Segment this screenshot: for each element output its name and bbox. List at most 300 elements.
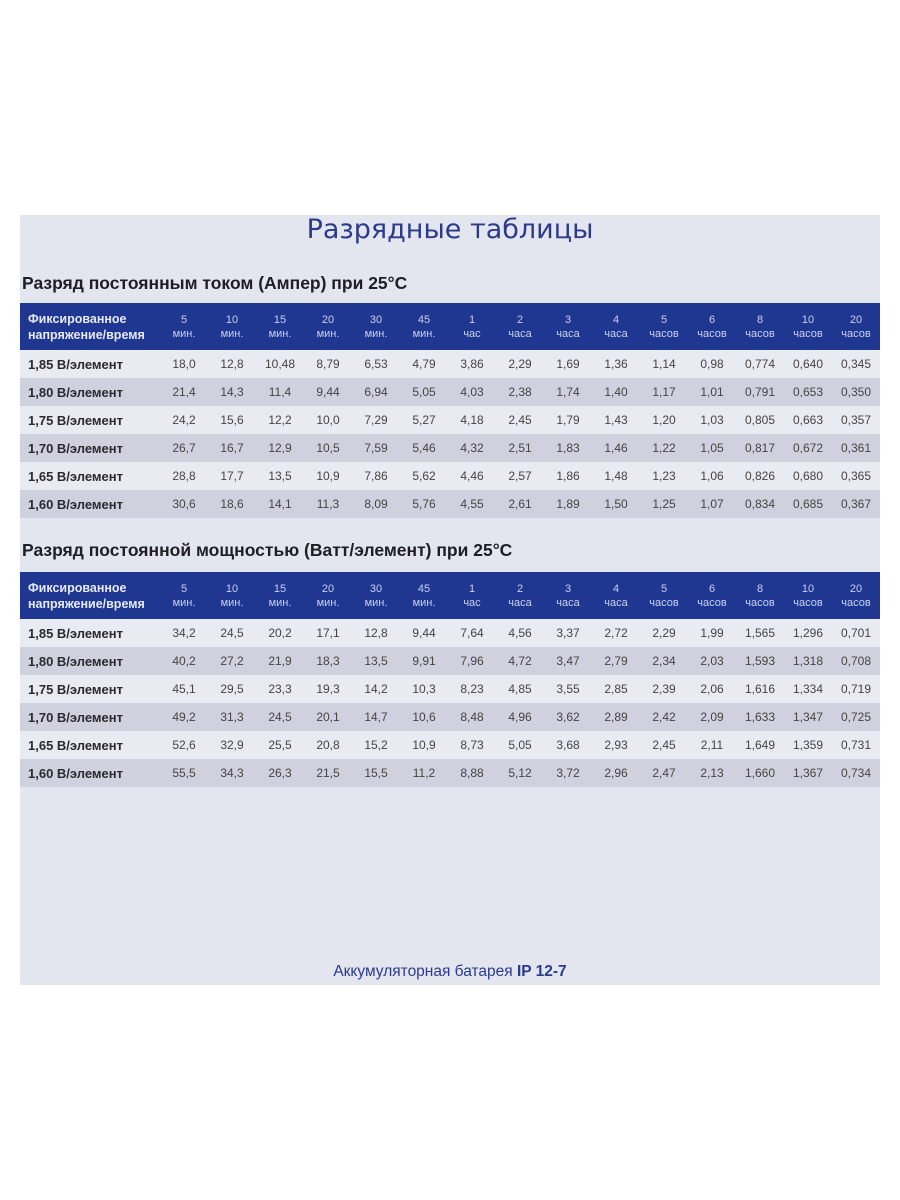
table-cell: 1,20 <box>640 406 688 434</box>
row-label-voltage: 1,80 В/элемент <box>20 647 160 675</box>
table-cell: 12,8 <box>352 619 400 647</box>
table-cell: 45,1 <box>160 675 208 703</box>
time-value: 10 <box>801 313 815 326</box>
header-label-line1: Фиксированное <box>28 311 127 326</box>
row-label-voltage: 1,60 В/элемент <box>20 490 160 518</box>
header-row <box>20 303 880 350</box>
table-cell: 4,96 <box>496 703 544 731</box>
table-row <box>20 490 880 518</box>
table-cell: 2,34 <box>640 647 688 675</box>
table-cell: 8,79 <box>304 350 352 378</box>
time-value: 6 <box>708 313 716 326</box>
table-cell: 1,05 <box>688 434 736 462</box>
time-value: 6 <box>708 582 716 595</box>
table-cell: 1,74 <box>544 378 592 406</box>
column-header-time <box>160 303 208 350</box>
time-unit: часа <box>604 596 628 609</box>
time-value: 8 <box>756 313 764 326</box>
table-cell: 2,96 <box>592 759 640 787</box>
column-header-time <box>496 572 544 619</box>
time-unit: мин. <box>172 327 196 340</box>
table-cell: 0,826 <box>736 462 784 490</box>
table-cell: 1,23 <box>640 462 688 490</box>
time-value: 4 <box>612 313 620 326</box>
table-cell: 0,98 <box>688 350 736 378</box>
table-cell: 5,12 <box>496 759 544 787</box>
table-cell: 2,06 <box>688 675 736 703</box>
table-row <box>20 759 880 787</box>
table-cell: 2,61 <box>496 490 544 518</box>
time-unit: мин. <box>364 596 388 609</box>
time-unit: часа <box>508 596 532 609</box>
table-cell: 40,2 <box>160 647 208 675</box>
time-value: 30 <box>369 313 383 326</box>
table-cell: 0,774 <box>736 350 784 378</box>
table-row <box>20 434 880 462</box>
row-label-voltage: 1,65 В/элемент <box>20 731 160 759</box>
table-cell: 0,834 <box>736 490 784 518</box>
table-cell: 3,55 <box>544 675 592 703</box>
column-header-time <box>784 572 832 619</box>
current-table-heading: Разряд постоянным током (Ампер) при 25°C <box>22 273 408 293</box>
table-cell: 1,367 <box>784 759 832 787</box>
table-cell: 7,29 <box>352 406 400 434</box>
table-cell: 0,680 <box>784 462 832 490</box>
time-value: 5 <box>660 582 668 595</box>
row-label-voltage: 1,85 В/элемент <box>20 350 160 378</box>
time-value: 2 <box>516 582 524 595</box>
table-cell: 0,701 <box>832 619 880 647</box>
time-unit: часа <box>556 327 580 340</box>
column-header-time <box>352 572 400 619</box>
time-unit: часов <box>649 327 679 340</box>
table-row <box>20 675 880 703</box>
table-cell: 8,48 <box>448 703 496 731</box>
table-cell: 1,334 <box>784 675 832 703</box>
table-cell: 1,69 <box>544 350 592 378</box>
table-cell: 0,685 <box>784 490 832 518</box>
table-cell: 4,32 <box>448 434 496 462</box>
table-cell: 20,1 <box>304 703 352 731</box>
time-unit: часов <box>793 327 823 340</box>
table-cell: 26,3 <box>256 759 304 787</box>
power-discharge-table <box>20 572 880 787</box>
time-value: 5 <box>180 313 188 326</box>
table-cell: 1,593 <box>736 647 784 675</box>
table-cell: 7,96 <box>448 647 496 675</box>
table-cell: 5,27 <box>400 406 448 434</box>
table-cell: 2,29 <box>496 350 544 378</box>
column-header-voltage-time <box>20 572 160 619</box>
table-cell: 1,660 <box>736 759 784 787</box>
table-cell: 34,3 <box>208 759 256 787</box>
time-value: 15 <box>273 582 287 595</box>
table-cell: 4,55 <box>448 490 496 518</box>
column-header-voltage-time <box>20 303 160 350</box>
table-cell: 9,91 <box>400 647 448 675</box>
time-unit: часов <box>841 327 871 340</box>
table-cell: 20,8 <box>304 731 352 759</box>
table-cell: 1,06 <box>688 462 736 490</box>
table-cell: 6,53 <box>352 350 400 378</box>
table-cell: 0,365 <box>832 462 880 490</box>
time-unit: часов <box>697 596 727 609</box>
time-unit: мин. <box>412 596 436 609</box>
table-cell: 1,40 <box>592 378 640 406</box>
table-cell: 2,79 <box>592 647 640 675</box>
column-header-time <box>352 303 400 350</box>
table-row <box>20 350 880 378</box>
time-unit: часов <box>793 596 823 609</box>
column-header-time <box>688 303 736 350</box>
time-value: 3 <box>564 313 572 326</box>
table-cell: 5,46 <box>400 434 448 462</box>
table-cell: 18,0 <box>160 350 208 378</box>
table-row <box>20 378 880 406</box>
column-header-time <box>400 572 448 619</box>
table-cell: 2,39 <box>640 675 688 703</box>
table-cell: 3,72 <box>544 759 592 787</box>
table-cell: 24,5 <box>208 619 256 647</box>
table-cell: 27,2 <box>208 647 256 675</box>
table-cell: 24,2 <box>160 406 208 434</box>
table-cell: 1,99 <box>688 619 736 647</box>
table-cell: 8,88 <box>448 759 496 787</box>
table-cell: 7,86 <box>352 462 400 490</box>
table-cell: 31,3 <box>208 703 256 731</box>
time-value: 3 <box>564 582 572 595</box>
table-cell: 5,05 <box>400 378 448 406</box>
column-header-time <box>496 303 544 350</box>
table-cell: 0,817 <box>736 434 784 462</box>
power-table-heading: Разряд постоянной мощностью (Ватт/элемент) при 25°C <box>22 540 513 560</box>
table-cell: 2,45 <box>640 731 688 759</box>
header-row <box>20 572 880 619</box>
table-cell: 11,3 <box>304 490 352 518</box>
table-cell: 23,3 <box>256 675 304 703</box>
table-cell: 1,318 <box>784 647 832 675</box>
time-value: 20 <box>849 582 863 595</box>
table-cell: 1,296 <box>784 619 832 647</box>
table-cell: 3,47 <box>544 647 592 675</box>
time-unit: час <box>463 327 481 340</box>
table-cell: 1,616 <box>736 675 784 703</box>
time-value: 30 <box>369 582 383 595</box>
time-unit: часа <box>508 327 532 340</box>
table-cell: 1,25 <box>640 490 688 518</box>
table-cell: 5,62 <box>400 462 448 490</box>
table-cell: 0,361 <box>832 434 880 462</box>
table-cell: 1,48 <box>592 462 640 490</box>
table-cell: 2,42 <box>640 703 688 731</box>
table-row <box>20 731 880 759</box>
table-cell: 15,2 <box>352 731 400 759</box>
column-header-time <box>832 572 880 619</box>
table-cell: 3,68 <box>544 731 592 759</box>
time-unit: мин. <box>316 327 340 340</box>
table-cell: 17,1 <box>304 619 352 647</box>
time-unit: мин. <box>364 327 388 340</box>
table-cell: 1,359 <box>784 731 832 759</box>
table-cell: 2,89 <box>592 703 640 731</box>
column-header-time <box>256 572 304 619</box>
column-header-time <box>160 572 208 619</box>
table-cell: 9,44 <box>304 378 352 406</box>
table-cell: 4,03 <box>448 378 496 406</box>
column-header-time <box>208 572 256 619</box>
table-cell: 4,72 <box>496 647 544 675</box>
time-value: 20 <box>849 313 863 326</box>
table-cell: 10,9 <box>304 462 352 490</box>
column-header-time <box>592 303 640 350</box>
time-value: 4 <box>612 582 620 595</box>
column-header-time <box>640 572 688 619</box>
table-cell: 1,50 <box>592 490 640 518</box>
time-value: 20 <box>321 313 335 326</box>
table-cell: 17,7 <box>208 462 256 490</box>
table-row <box>20 406 880 434</box>
table-cell: 2,29 <box>640 619 688 647</box>
page-title: Разрядные таблицы <box>306 214 594 245</box>
table-cell: 18,3 <box>304 647 352 675</box>
table-cell: 12,9 <box>256 434 304 462</box>
time-value: 20 <box>321 582 335 595</box>
table-cell: 2,03 <box>688 647 736 675</box>
table-cell: 28,8 <box>160 462 208 490</box>
table-row <box>20 703 880 731</box>
column-header-time <box>544 572 592 619</box>
table-cell: 10,6 <box>400 703 448 731</box>
table-cell: 5,05 <box>496 731 544 759</box>
table-cell: 1,07 <box>688 490 736 518</box>
table-cell: 0,708 <box>832 647 880 675</box>
header-label-line2: напряжение/время <box>28 596 145 611</box>
time-unit: мин. <box>412 327 436 340</box>
table-cell: 4,85 <box>496 675 544 703</box>
table-row <box>20 619 880 647</box>
time-unit: час <box>463 596 481 609</box>
table-cell: 1,89 <box>544 490 592 518</box>
table-cell: 13,5 <box>352 647 400 675</box>
table-cell: 2,13 <box>688 759 736 787</box>
table-cell: 1,14 <box>640 350 688 378</box>
column-header-time <box>448 572 496 619</box>
table-cell: 2,38 <box>496 378 544 406</box>
table-cell: 4,79 <box>400 350 448 378</box>
table-cell: 1,22 <box>640 434 688 462</box>
row-label-voltage: 1,75 В/элемент <box>20 406 160 434</box>
time-value: 5 <box>660 313 668 326</box>
column-header-time <box>736 572 784 619</box>
time-unit: часа <box>556 596 580 609</box>
table-cell: 52,6 <box>160 731 208 759</box>
row-label-voltage: 1,85 В/элемент <box>20 619 160 647</box>
table-cell: 12,8 <box>208 350 256 378</box>
current-discharge-table <box>20 303 880 518</box>
time-value: 1 <box>468 313 476 326</box>
table-cell: 0,663 <box>784 406 832 434</box>
table-cell: 20,2 <box>256 619 304 647</box>
table-cell: 21,4 <box>160 378 208 406</box>
table-cell: 13,5 <box>256 462 304 490</box>
table-cell: 16,7 <box>208 434 256 462</box>
table-cell: 49,2 <box>160 703 208 731</box>
table-cell: 2,72 <box>592 619 640 647</box>
table-cell: 34,2 <box>160 619 208 647</box>
table-cell: 6,94 <box>352 378 400 406</box>
table-cell: 0,672 <box>784 434 832 462</box>
time-unit: часов <box>697 327 727 340</box>
column-header-time <box>736 303 784 350</box>
table-cell: 21,9 <box>256 647 304 675</box>
column-header-time <box>544 303 592 350</box>
time-unit: часа <box>604 327 628 340</box>
table-cell: 0,805 <box>736 406 784 434</box>
table-cell: 1,86 <box>544 462 592 490</box>
table-cell: 1,633 <box>736 703 784 731</box>
table-cell: 10,0 <box>304 406 352 434</box>
table-cell: 11,2 <box>400 759 448 787</box>
table-cell: 1,46 <box>592 434 640 462</box>
time-value: 8 <box>756 582 764 595</box>
table-cell: 1,347 <box>784 703 832 731</box>
table-cell: 0,640 <box>784 350 832 378</box>
time-value: 10 <box>225 313 239 326</box>
time-value: 5 <box>180 582 188 595</box>
table-cell: 19,3 <box>304 675 352 703</box>
table-cell: 2,47 <box>640 759 688 787</box>
table-cell: 1,83 <box>544 434 592 462</box>
table-cell: 15,5 <box>352 759 400 787</box>
time-value: 45 <box>417 582 431 595</box>
table-row <box>20 647 880 675</box>
time-unit: часов <box>745 327 775 340</box>
column-header-time <box>832 303 880 350</box>
column-header-time <box>208 303 256 350</box>
discharge-tables-panel <box>20 215 880 985</box>
table-cell: 2,85 <box>592 675 640 703</box>
table-cell: 0,345 <box>832 350 880 378</box>
table-cell: 3,37 <box>544 619 592 647</box>
table-cell: 8,73 <box>448 731 496 759</box>
table-cell: 1,565 <box>736 619 784 647</box>
row-label-voltage: 1,70 В/элемент <box>20 703 160 731</box>
table-cell: 14,3 <box>208 378 256 406</box>
row-label-voltage: 1,60 В/элемент <box>20 759 160 787</box>
table-cell: 25,5 <box>256 731 304 759</box>
footer-model: IP 12-7 <box>516 963 567 980</box>
column-header-time <box>304 303 352 350</box>
table-cell: 0,367 <box>832 490 880 518</box>
table-cell: 2,51 <box>496 434 544 462</box>
table-cell: 0,734 <box>832 759 880 787</box>
table-cell: 7,64 <box>448 619 496 647</box>
time-unit: мин. <box>172 596 196 609</box>
time-value: 15 <box>273 313 287 326</box>
table-cell: 10,9 <box>400 731 448 759</box>
time-unit: мин. <box>220 596 244 609</box>
table-cell: 29,5 <box>208 675 256 703</box>
column-header-time <box>784 303 832 350</box>
table-cell: 8,09 <box>352 490 400 518</box>
table-cell: 1,17 <box>640 378 688 406</box>
table-cell: 3,62 <box>544 703 592 731</box>
table-cell: 3,86 <box>448 350 496 378</box>
table-cell: 8,23 <box>448 675 496 703</box>
table-cell: 21,5 <box>304 759 352 787</box>
time-unit: часов <box>649 596 679 609</box>
time-unit: мин. <box>268 596 292 609</box>
table-cell: 10,48 <box>256 350 304 378</box>
table-cell: 24,5 <box>256 703 304 731</box>
row-label-voltage: 1,65 В/элемент <box>20 462 160 490</box>
table-cell: 10,3 <box>400 675 448 703</box>
table-cell: 4,46 <box>448 462 496 490</box>
column-header-time <box>256 303 304 350</box>
table-cell: 4,18 <box>448 406 496 434</box>
table-cell: 0,731 <box>832 731 880 759</box>
table-cell: 2,45 <box>496 406 544 434</box>
table-cell: 5,76 <box>400 490 448 518</box>
time-unit: часов <box>745 596 775 609</box>
time-value: 45 <box>417 313 431 326</box>
table-cell: 26,7 <box>160 434 208 462</box>
column-header-time <box>400 303 448 350</box>
table-cell: 0,357 <box>832 406 880 434</box>
table-cell: 2,57 <box>496 462 544 490</box>
time-unit: мин. <box>268 327 292 340</box>
table-cell: 2,93 <box>592 731 640 759</box>
table-cell: 32,9 <box>208 731 256 759</box>
row-label-voltage: 1,70 В/элемент <box>20 434 160 462</box>
table-cell: 12,2 <box>256 406 304 434</box>
table-cell: 11,4 <box>256 378 304 406</box>
table-cell: 10,5 <box>304 434 352 462</box>
time-value: 10 <box>801 582 815 595</box>
time-value: 1 <box>468 582 476 595</box>
table-cell: 1,649 <box>736 731 784 759</box>
table-cell: 4,56 <box>496 619 544 647</box>
table-cell: 0,350 <box>832 378 880 406</box>
table-cell: 0,653 <box>784 378 832 406</box>
table-cell: 0,719 <box>832 675 880 703</box>
table-cell: 0,791 <box>736 378 784 406</box>
footer-caption <box>20 963 880 981</box>
table-cell: 1,79 <box>544 406 592 434</box>
table-cell: 18,6 <box>208 490 256 518</box>
row-label-voltage: 1,80 В/элемент <box>20 378 160 406</box>
table-cell: 55,5 <box>160 759 208 787</box>
time-value: 2 <box>516 313 524 326</box>
table-cell: 30,6 <box>160 490 208 518</box>
table-cell: 9,44 <box>400 619 448 647</box>
column-header-time <box>304 572 352 619</box>
table-cell: 7,59 <box>352 434 400 462</box>
table-cell: 1,36 <box>592 350 640 378</box>
time-value: 10 <box>225 582 239 595</box>
table-cell: 0,725 <box>832 703 880 731</box>
time-unit: часов <box>841 596 871 609</box>
row-label-voltage: 1,75 В/элемент <box>20 675 160 703</box>
table-cell: 14,1 <box>256 490 304 518</box>
time-unit: мин. <box>220 327 244 340</box>
table-cell: 2,11 <box>688 731 736 759</box>
table-cell: 2,09 <box>688 703 736 731</box>
table-cell: 1,01 <box>688 378 736 406</box>
table-row <box>20 462 880 490</box>
column-header-time <box>640 303 688 350</box>
column-header-time <box>448 303 496 350</box>
